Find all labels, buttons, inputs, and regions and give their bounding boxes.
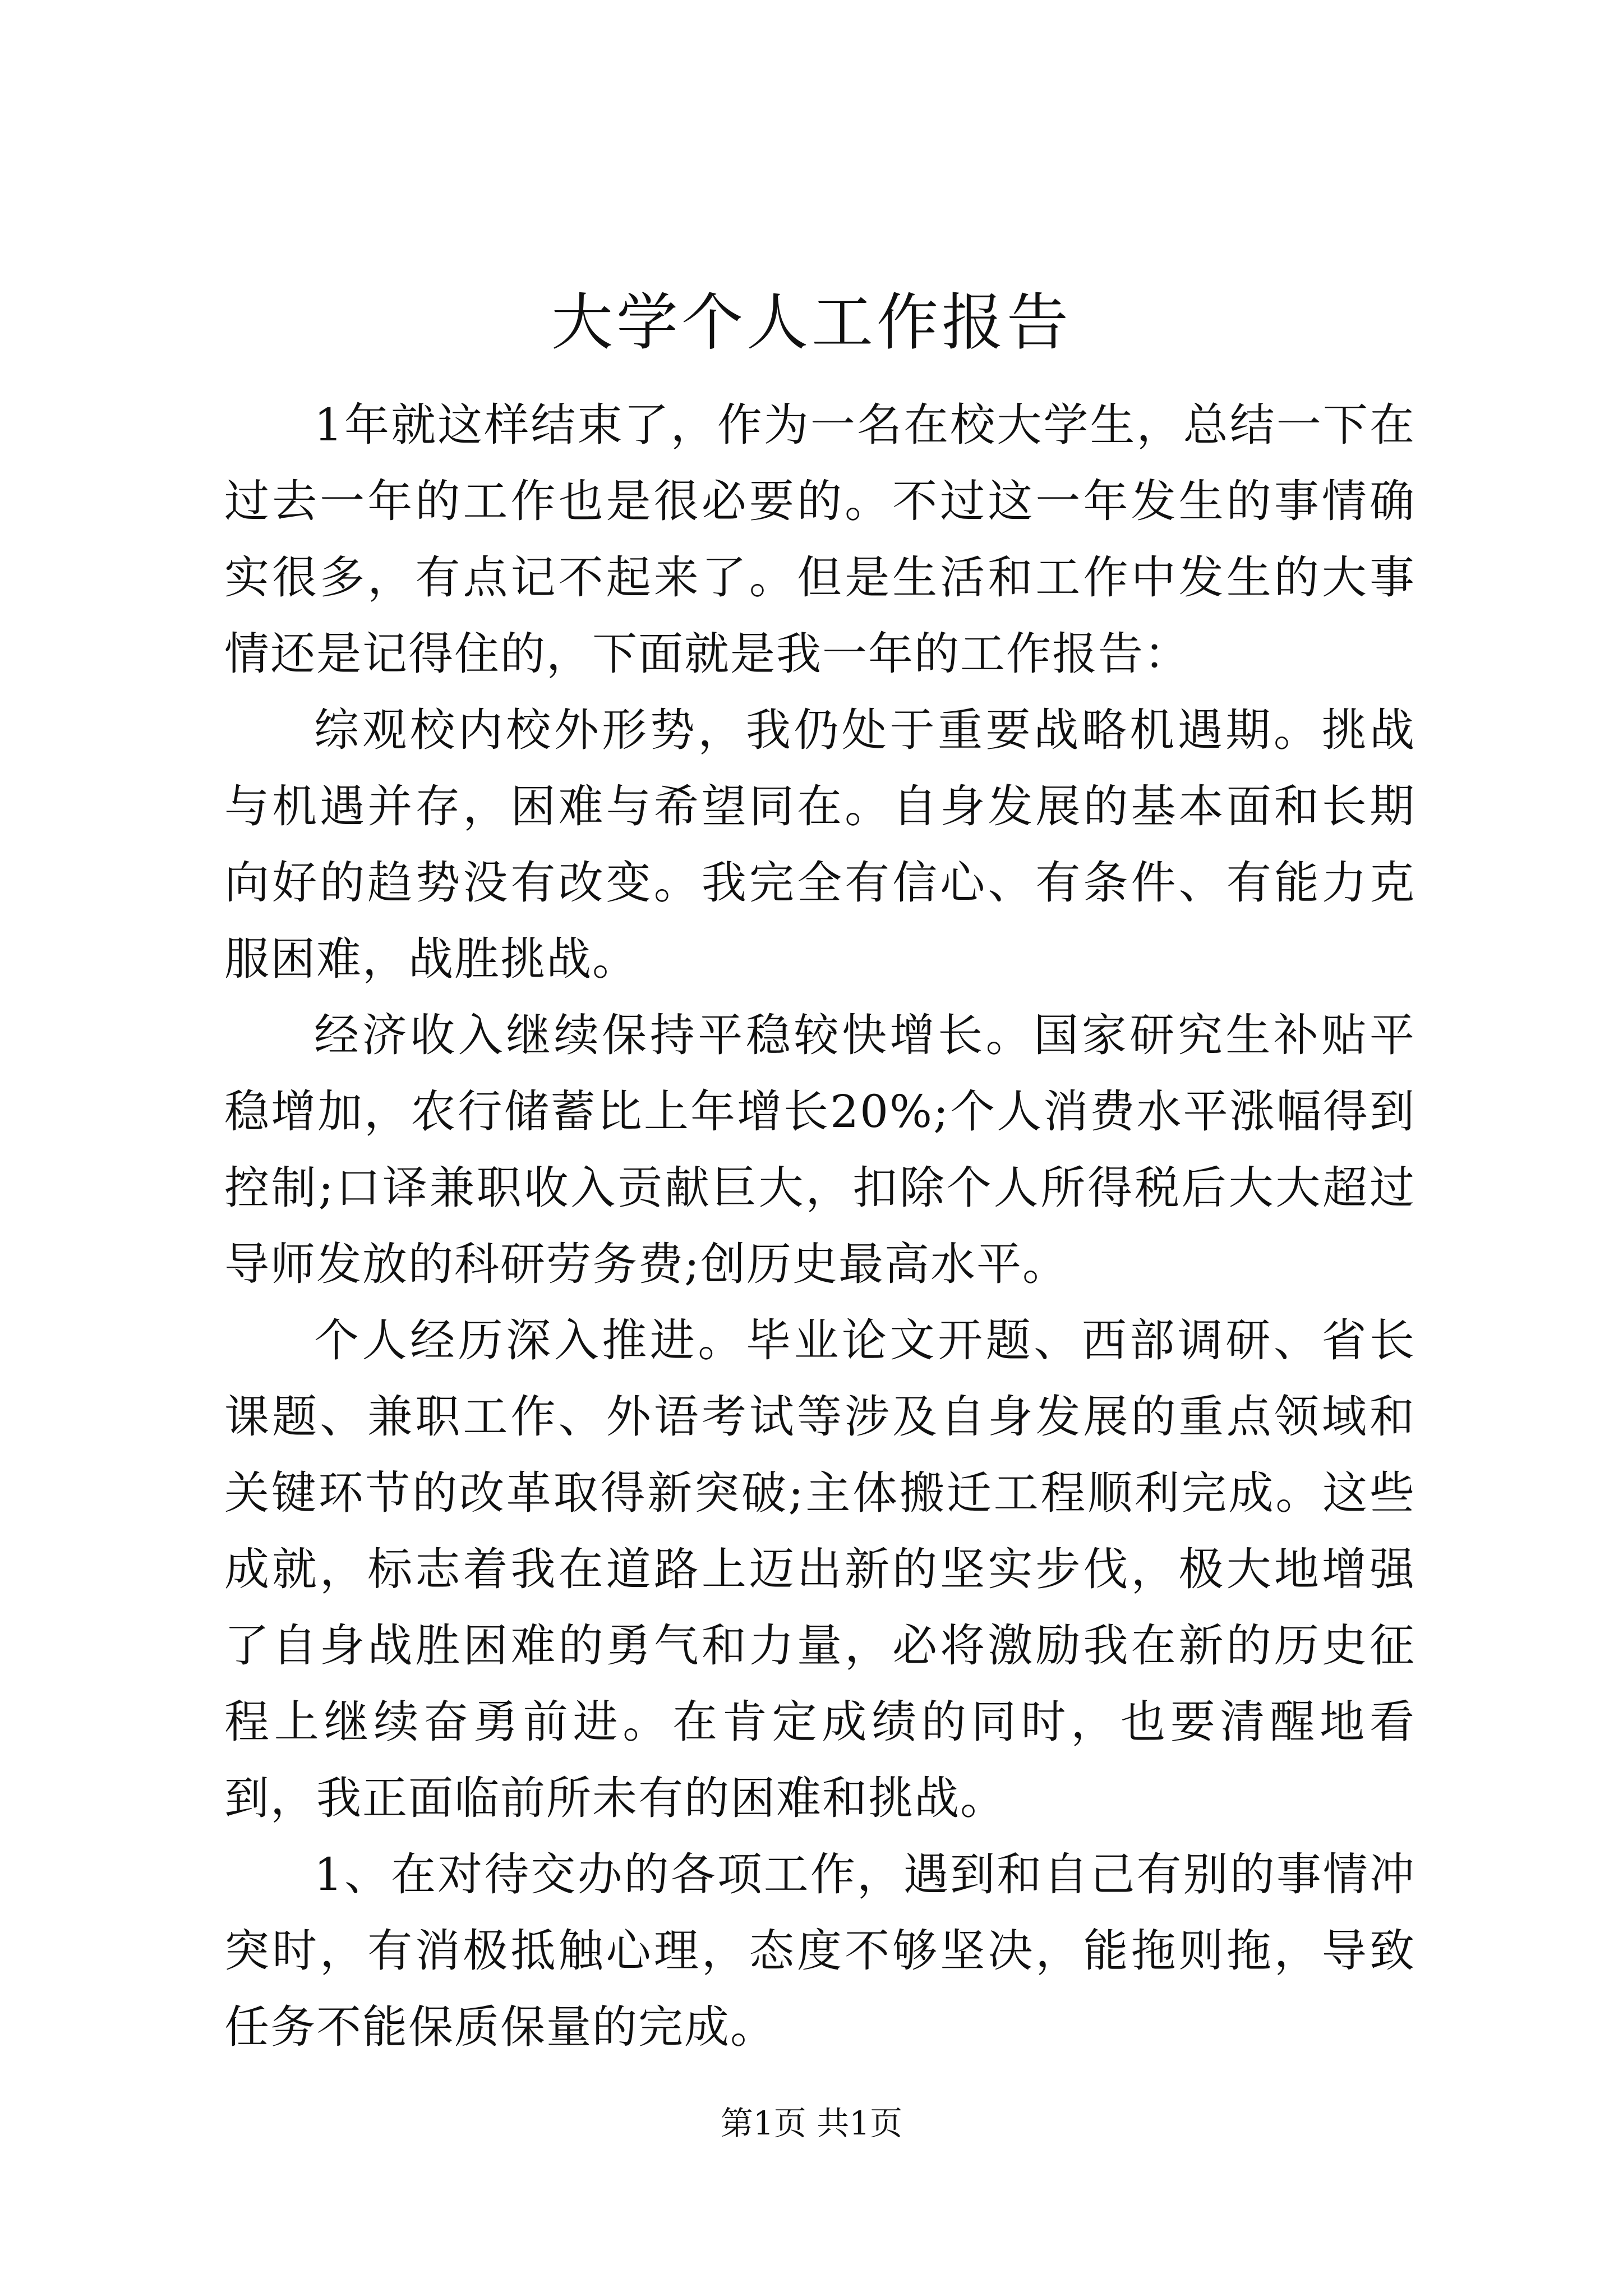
document-title: 大学个人工作报告: [551, 287, 1072, 358]
paragraph-income: 经济收入继续保持平稳较快增长。国家研究生补贴平稳增加，农行储蓄比上年增长20%;个人消费水平涨幅得到控制;口译兼职收入贡献巨大，扣除个人所得税后大大超过导师发放的科研劳务费;创历史最高水平。: [224, 1009, 1415, 1290]
paragraph-situation: 综观校内校外形势，我仍处于重要战略机遇期。挑战与机遇并存，困难与希望同在。自身发展的基本面和长期向好的趋势没有改变。我完全有信心、有条件、有能力克服困难，战胜挑战。: [224, 704, 1415, 985]
paragraph-issue-1: 1、在对待交办的各项工作，遇到和自己有别的事情冲突时，有消极抵触心理，态度不够坚决，能拖则拖，导致任务不能保质保量的完成。: [224, 1848, 1415, 2053]
document-body: [224, 387, 1415, 2065]
paragraph-experience: 个人经历深入推进。毕业论文开题、西部调研、省长课题、兼职工作、外语考试等涉及自身发展的重点领域和关键环节的改革取得新突破;主体搬迁工程顺利完成。这些成就，标志着我在道路上迈出新的坚实步伐，极大地增强了自身战胜困难的勇气和力量，必将激励我在新的历史征程上继续奋勇前进。在肯定成绩的同时，也要清醒地看到，我正面临前所未有的困难和挑战。: [224, 1314, 1415, 1824]
page-footer: 第1页 共1页: [720, 2104, 903, 2142]
paragraph-intro: 1年就这样结束了，作为一名在校大学生，总结一下在过去一年的工作也是很必要的。不过这一年发生的事情确实很多，有点记不起来了。但是生活和工作中发生的大事情还是记得住的，下面就是我一年的工作报告：: [224, 399, 1415, 680]
